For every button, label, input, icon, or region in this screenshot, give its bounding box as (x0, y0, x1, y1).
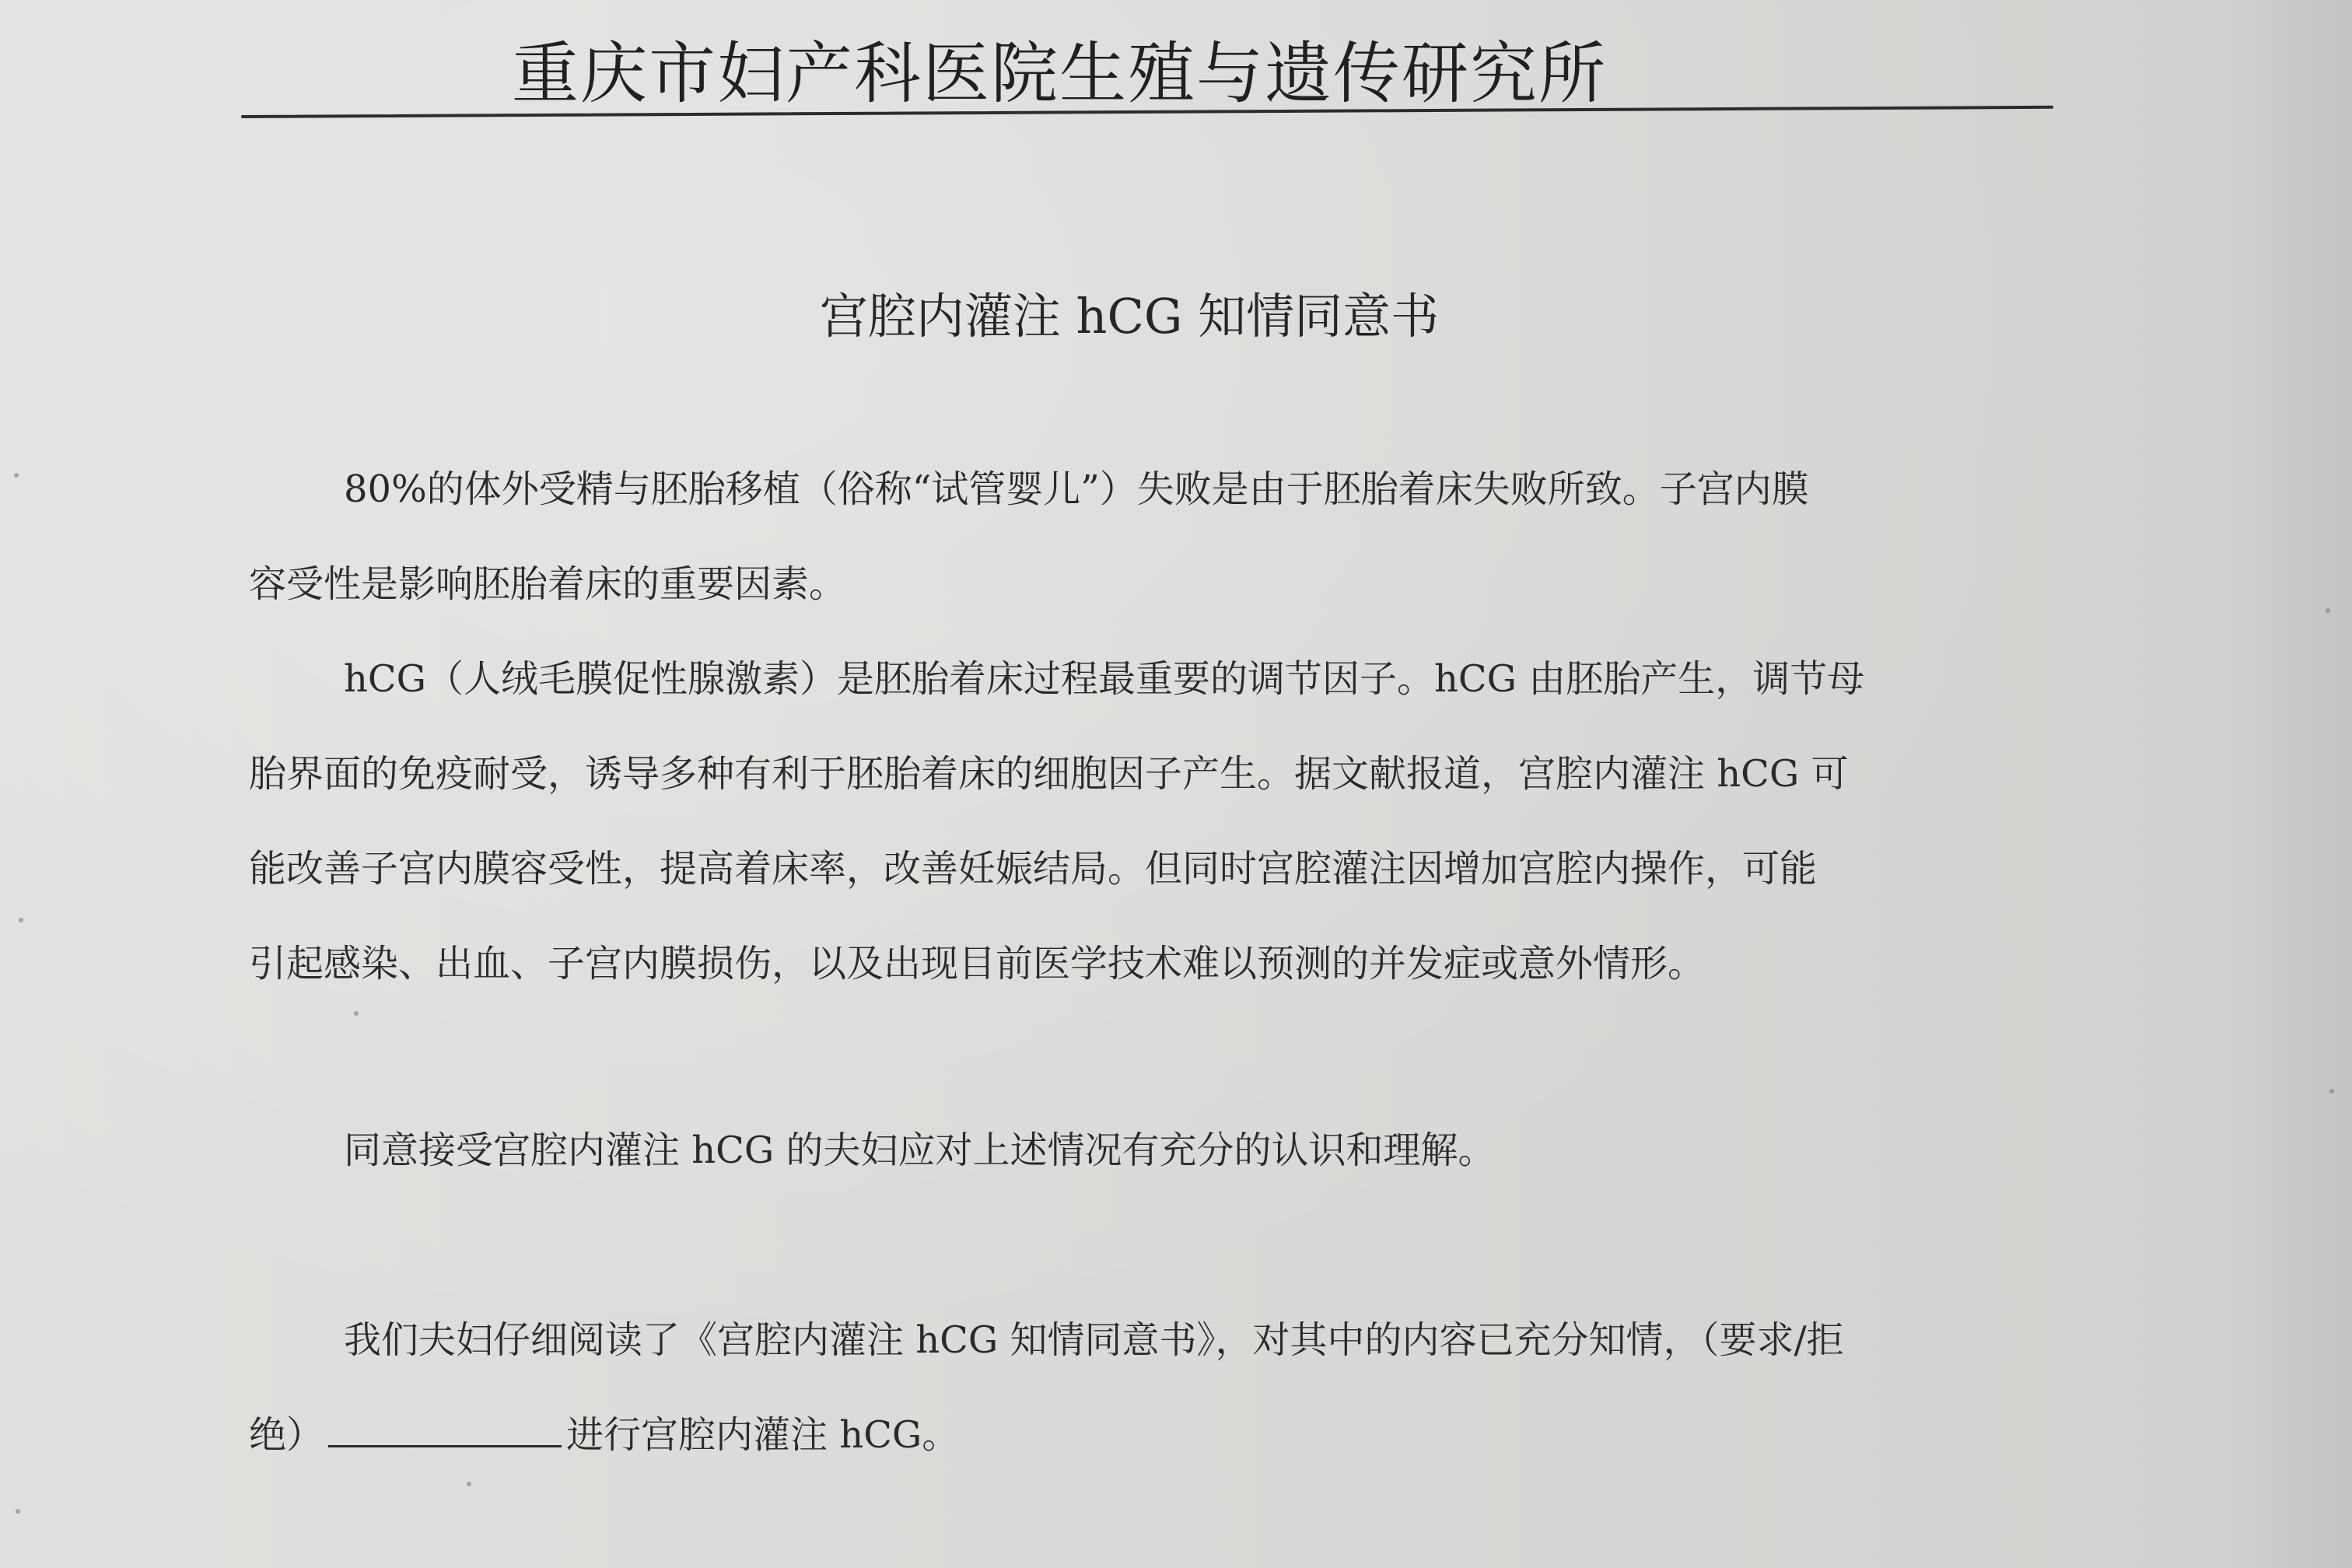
paper-speck (2329, 1089, 2334, 1094)
paper-speck (14, 473, 19, 478)
choice-blank-field[interactable] (328, 1408, 562, 1447)
paragraph-hcg-description (249, 632, 2046, 1011)
document-title (0, 288, 2352, 345)
paper-speck (2326, 608, 2330, 613)
institution-name: 重庆市妇产科医院生殖与遗传研究所 (512, 35, 1607, 113)
paragraph-line-with-blank (249, 1388, 2046, 1482)
paragraph-consent-declaration (249, 1293, 2046, 1482)
paragraph-line: 容受性是影响胚胎着床的重要因素。 (249, 562, 847, 606)
paragraph-ivf-failure (249, 442, 2046, 632)
paragraph-line: 引起感染、出血、子宫内膜损伤，以及出现目前医学技术难以预测的并发症或意外情形。 (249, 942, 1706, 985)
letterhead (0, 35, 2352, 113)
paragraph-line: 同意接受宫腔内灌注 hCG 的夫妇应对上述情况有充分的认识和理解。 (344, 1129, 1496, 1172)
paragraph-consent-understanding (249, 1103, 2046, 1198)
paragraph-line: 我们夫妇仔细阅读了《宫腔内灌注 hCG 知情同意书》，对其中的内容已充分知情，（要求/拒 (344, 1318, 1844, 1362)
document-title-text: 宫腔内灌注 hCG 知情同意书 (819, 288, 1440, 345)
choice-prefix: 绝） (249, 1413, 324, 1457)
paragraph-line: 胎界面的免疫耐受，诱导多种有利于胚胎着床的细胞因子产生。据文献报道，宫腔内灌注 hCG 可 (249, 752, 1849, 796)
paper-speck (19, 918, 23, 922)
paper-speck (16, 1509, 20, 1514)
paragraph-line: hCG（人绒毛膜促性腺激素）是胚胎着床过程最重要的调节因子。hCG 由胚胎产生，调节母 (344, 657, 1865, 701)
choice-suffix: 进行宫腔内灌注 hCG。 (566, 1413, 960, 1457)
paragraph-line: 能改善子宫内膜容受性，提高着床率，改善妊娠结局。但同时宫腔灌注因增加宫腔内操作，可能 (249, 847, 1818, 891)
paper-speck (354, 1011, 359, 1016)
paragraph-line: 80%的体外受精与胚胎移植（俗称“试管婴儿”）失败是由于胚胎着床失败所致。子宫内膜 (344, 467, 1809, 511)
page-shadow (2212, 0, 2352, 1568)
paper-speck (467, 1482, 471, 1486)
